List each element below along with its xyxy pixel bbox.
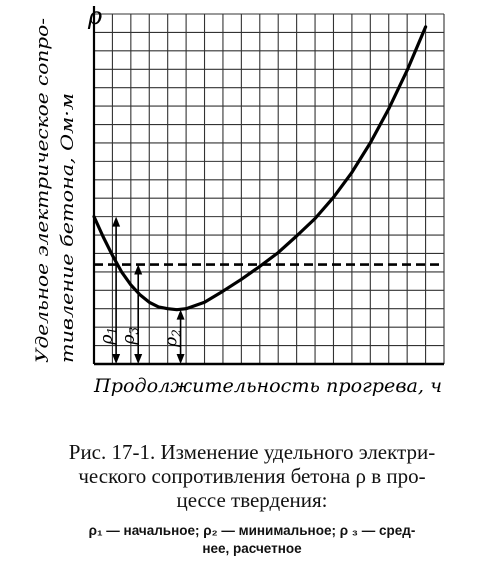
marker-label-1: $\rho_1$: [97, 326, 120, 345]
marker-arrowhead-top-1: [112, 217, 120, 227]
marker-label-subscript-2: 3: [127, 326, 142, 335]
figure-caption: [14, 440, 490, 512]
y-axis-label-line2: тивление бетона, Ом·м: [58, 141, 78, 363]
marker-label-subscript-3: 2: [169, 329, 184, 337]
x-axis-label: Продолжительность прогрева, ч: [92, 375, 442, 397]
marker-arrowhead-bottom-3: [177, 354, 185, 364]
marker-label-group-1: [97, 327, 119, 346]
marker-label-group-2: [119, 327, 141, 346]
caption-line-3: цессе твердения:: [176, 488, 328, 512]
legend-line-1: ρ₁ — начальное; ρ₂ — минимальное; ρ ₃ — сред-: [88, 523, 416, 538]
chart-grid: [94, 14, 444, 364]
legend-line-2: нее, расчетное: [202, 541, 302, 556]
marker-arrowhead-bottom-2: [134, 354, 142, 364]
marker-label-2: $\rho_3$: [119, 326, 142, 345]
y-axis-label-line1: Удельное электрическое сопро-: [33, 70, 53, 363]
marker-label-group-3: [162, 329, 184, 348]
marker-arrowhead-bottom-1: [112, 354, 120, 364]
y-axis-symbol: ρ: [88, 2, 103, 30]
chart-axes: [94, 6, 444, 364]
marker-label-subscript-1: 1: [105, 326, 120, 335]
marker-label-3: $\rho_2$: [161, 329, 184, 347]
marker-arrowhead-top-2: [134, 265, 142, 275]
figure-legend: [14, 522, 490, 558]
caption-line-1: Рис. 17-1. Изменение удельного электри-: [68, 440, 436, 464]
caption-line-2: ческого сопротивления бетона ρ в про-: [78, 464, 426, 488]
